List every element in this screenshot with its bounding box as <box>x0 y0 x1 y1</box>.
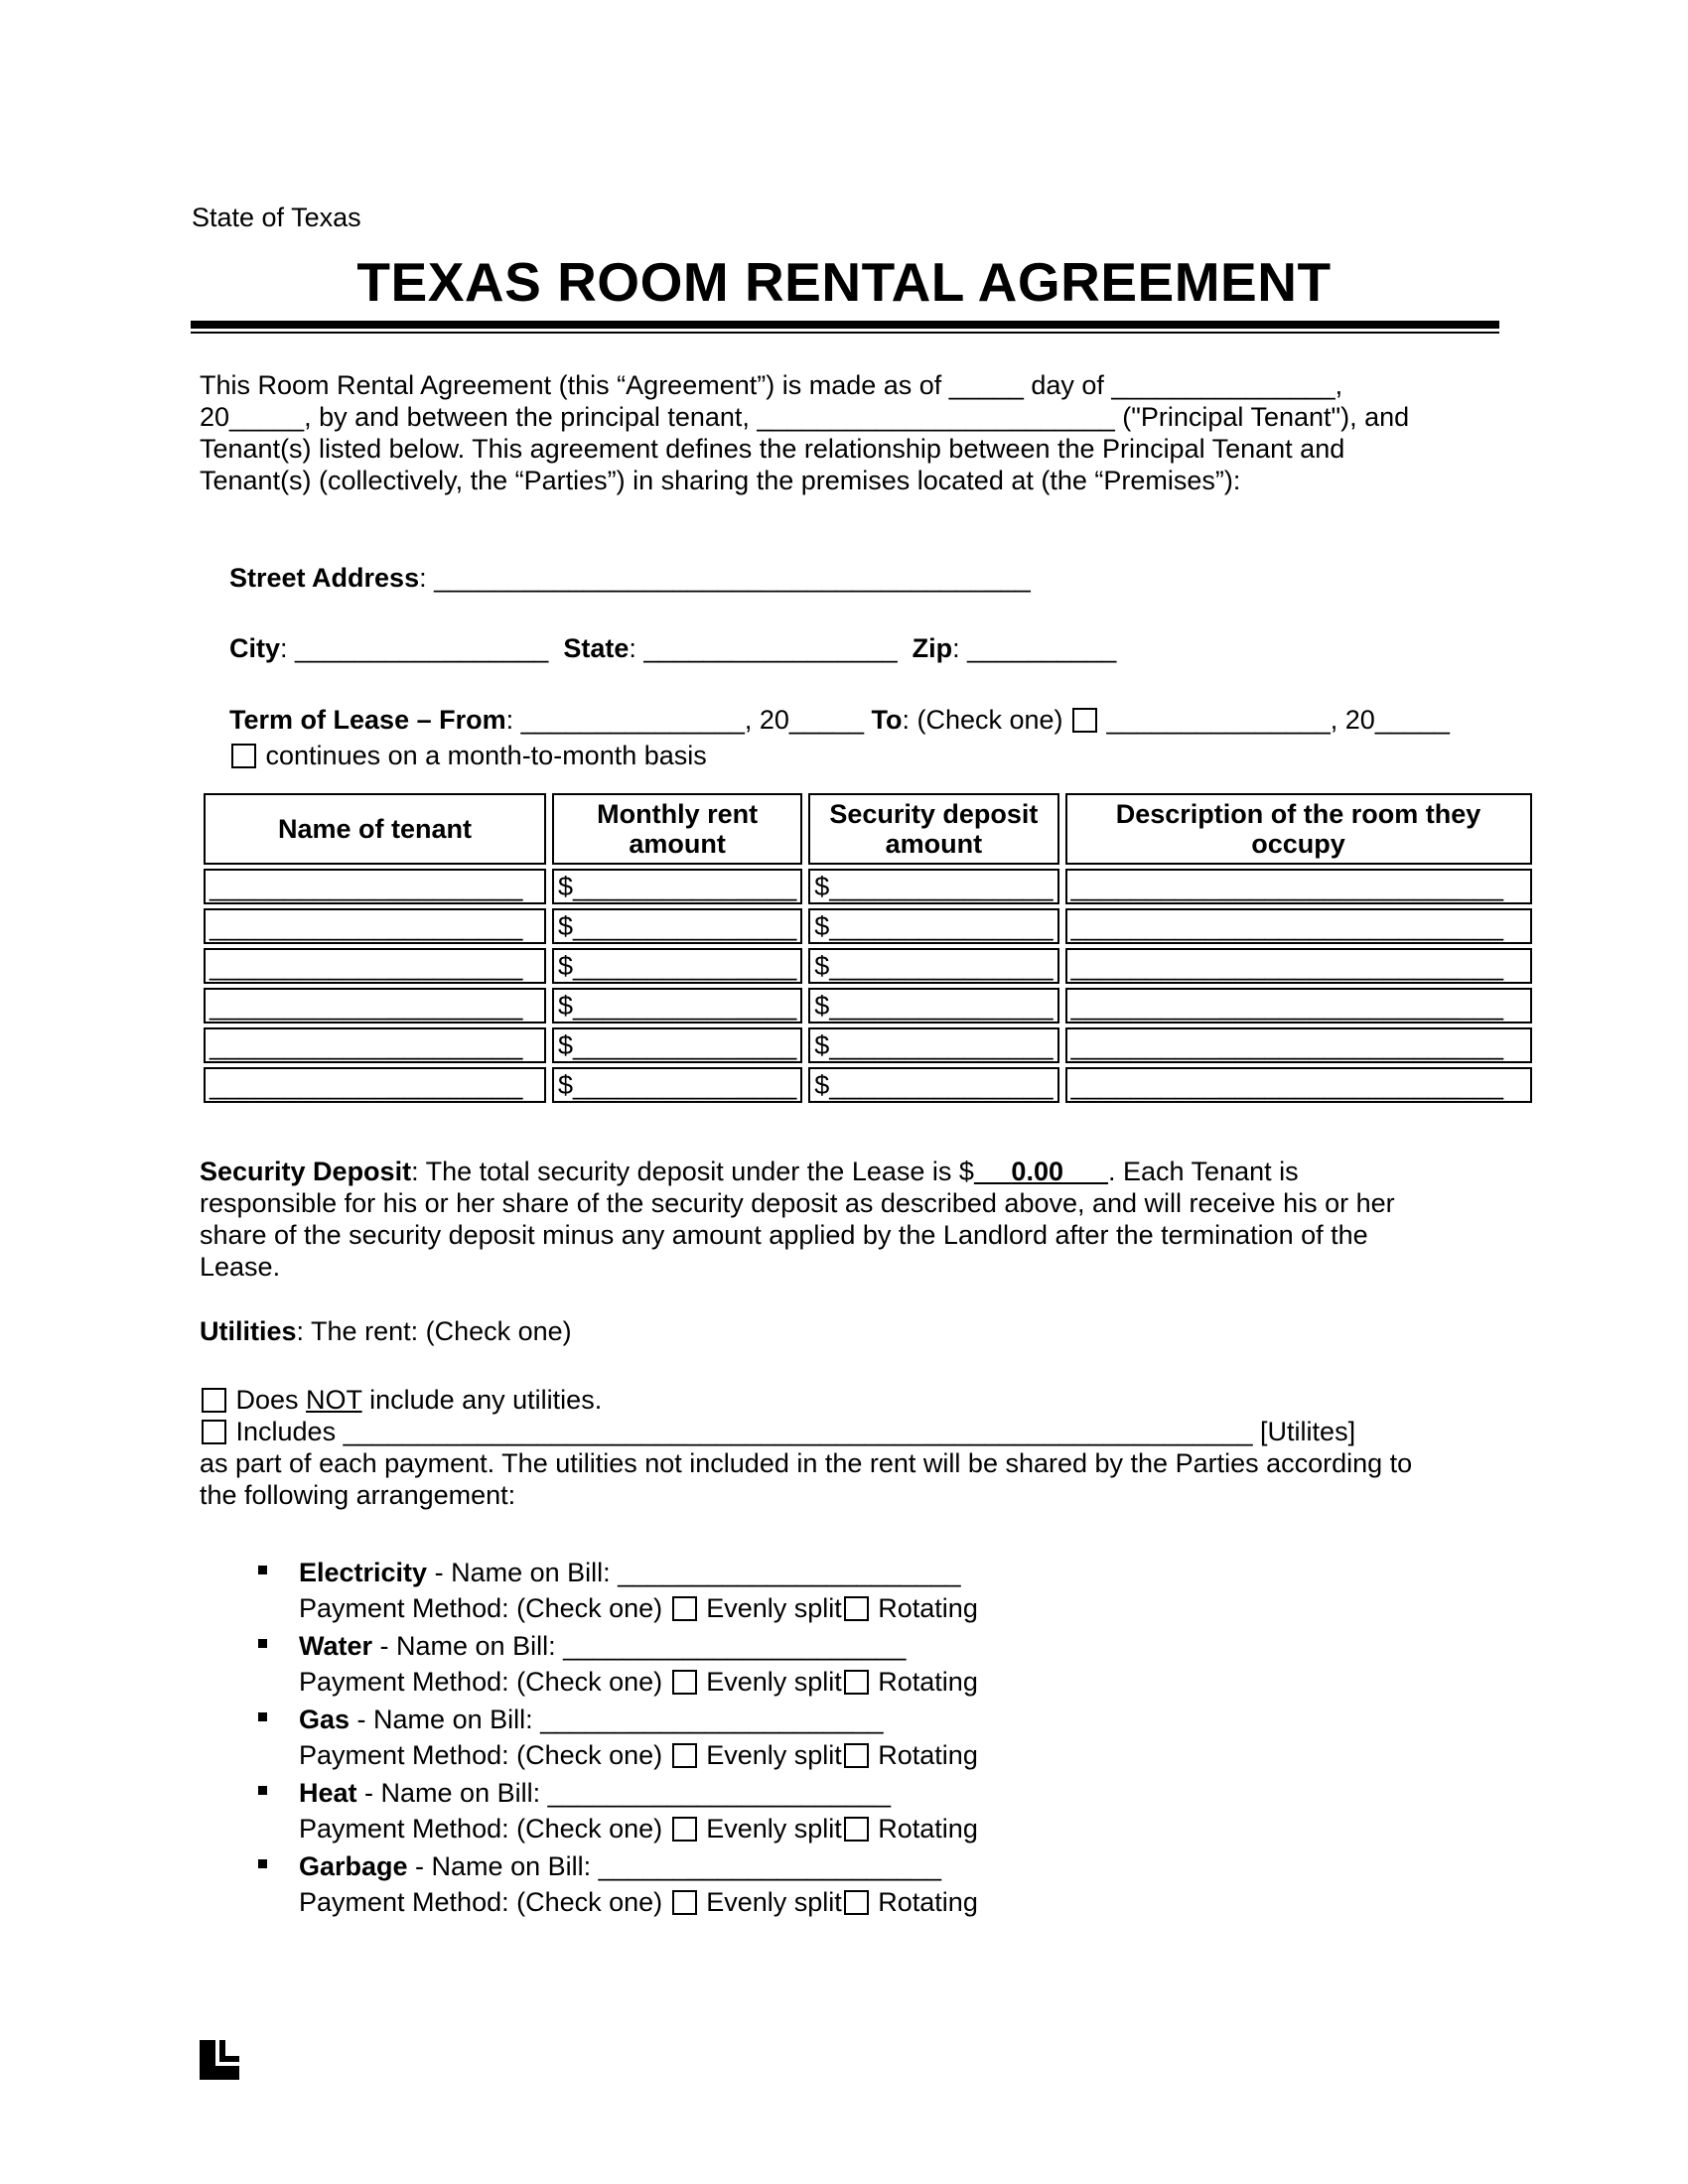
brand-logo-icon <box>200 2040 239 2080</box>
term-to-date-blank[interactable]: _______________, 20_____ <box>1099 705 1450 735</box>
column-header: Name of tenant <box>204 793 546 865</box>
monthly-rent-cell[interactable]: $_______________ <box>552 869 802 904</box>
name-on-bill-blank[interactable]: - Name on Bill: _______________________ <box>350 1705 884 1734</box>
title-rule-thick <box>191 321 1499 329</box>
security-deposit-cell[interactable]: $_______________ <box>808 1027 1058 1063</box>
security-deposit-amount-value: 0.00 <box>1011 1157 1063 1186</box>
tenant-name-cell[interactable]: _____________________ <box>204 908 546 944</box>
column-header: Monthly rent amount <box>552 793 802 865</box>
name-on-bill-blank[interactable]: - Name on Bill: _______________________ <box>372 1631 907 1661</box>
column-header: Description of the room they occupy <box>1065 793 1532 865</box>
table-row <box>204 988 1532 1024</box>
security-deposit-cell[interactable]: $_______________ <box>808 988 1058 1024</box>
security-deposit-amount[interactable] <box>974 1157 1108 1186</box>
intro-line: 20_____, by and between the principal tenant, ________________________ ("Principal Tenant"), and <box>200 402 1410 432</box>
room-description-cell[interactable]: _____________________________ <box>1065 869 1532 904</box>
document-title: TEXAS ROOM RENTAL AGREEMENT <box>356 251 1332 313</box>
utility-bullet-list <box>258 1555 978 1922</box>
monthly-rent-cell[interactable]: $_______________ <box>552 988 802 1024</box>
checkbox-icon[interactable] <box>844 1817 869 1842</box>
utilities-line: the following arrangement: <box>200 1480 516 1510</box>
bullet-square-icon <box>258 1566 267 1574</box>
evenly-split-label: Evenly split <box>698 1740 842 1770</box>
utility-name: Garbage <box>299 1851 408 1881</box>
checkbox-icon[interactable] <box>1072 708 1097 733</box>
payment-method-label: Payment Method: (Check one) <box>299 1814 663 1843</box>
bullet-square-icon <box>258 1859 267 1868</box>
option-not-text: NOT <box>306 1385 362 1415</box>
checkbox-icon[interactable] <box>844 1670 869 1695</box>
tenant-name-cell[interactable]: _____________________ <box>204 869 546 904</box>
name-on-bill-blank[interactable]: - Name on Bill: _______________________ <box>407 1851 941 1881</box>
tenant-name-cell[interactable]: _____________________ <box>204 948 546 984</box>
title-rule-thin <box>191 332 1499 334</box>
list-item <box>258 1775 978 1846</box>
monthly-rent-cell[interactable]: $_______________ <box>552 948 802 984</box>
evenly-split-label: Evenly split <box>698 1593 842 1623</box>
checkbox-icon[interactable] <box>844 1890 869 1915</box>
bullet-square-icon <box>258 1712 267 1721</box>
list-item <box>258 1702 978 1773</box>
utility-name-line <box>258 1775 978 1811</box>
table-row <box>204 869 1532 904</box>
list-item <box>258 1848 978 1920</box>
term-to-label: To <box>871 705 903 735</box>
checkbox-icon[interactable] <box>672 1890 697 1915</box>
tenant-table <box>198 789 1538 1107</box>
state-label: State of Texas <box>192 203 361 232</box>
security-deposit-cell[interactable]: $_______________ <box>808 869 1058 904</box>
street-address-blank[interactable]: : ________________________________________ <box>419 563 1031 593</box>
utilities-heading-line <box>200 1315 1500 1347</box>
security-deposit-text-after: . Each Tenant is <box>1108 1157 1299 1186</box>
security-deposit-cell[interactable]: $_______________ <box>808 908 1058 944</box>
intro-paragraph <box>200 369 1500 496</box>
utilities-option-includes <box>200 1416 1500 1447</box>
payment-method-line <box>258 1811 978 1846</box>
name-on-bill-blank[interactable]: - Name on Bill: _______________________ <box>427 1558 961 1587</box>
rotating-label: Rotating <box>870 1667 978 1697</box>
zip-label: Zip <box>912 633 953 663</box>
payment-method-label: Payment Method: (Check one) <box>299 1740 663 1770</box>
payment-method-label: Payment Method: (Check one) <box>299 1887 663 1917</box>
security-deposit-paragraph <box>200 1156 1500 1283</box>
payment-method-line <box>258 1664 978 1700</box>
street-address-label: Street Address <box>229 563 420 593</box>
tenant-name-cell[interactable]: _____________________ <box>204 988 546 1024</box>
term-from-label: Term of Lease – From <box>229 705 506 735</box>
city-label: City <box>229 633 281 663</box>
checkbox-icon[interactable] <box>672 1596 697 1621</box>
zip-blank[interactable]: : __________ <box>952 633 1117 663</box>
room-description-cell[interactable]: _____________________________ <box>1065 1067 1532 1103</box>
list-item <box>258 1555 978 1626</box>
rotating-label: Rotating <box>870 1593 978 1623</box>
utilities-text: : The rent: (Check one) <box>296 1316 572 1346</box>
utilities-label: Utilities <box>200 1316 297 1346</box>
table-row <box>204 1067 1532 1103</box>
utilities-line: as part of each payment. The utilities not included in the rent will be shared by the Parties according to <box>200 1448 1413 1478</box>
security-deposit-line: responsible for his or her share of the security deposit as described above, and will receive his or her <box>200 1188 1395 1218</box>
evenly-split-label: Evenly split <box>698 1667 842 1697</box>
intro-line: This Room Rental Agreement (this “Agreement”) is made as of _____ day of _______________, <box>200 370 1343 400</box>
payment-method-line <box>258 1884 978 1920</box>
term-to-text: : (Check one) <box>902 705 1071 735</box>
table-row <box>204 948 1532 984</box>
table-row <box>204 1027 1532 1063</box>
security-deposit-line: Lease. <box>200 1252 281 1282</box>
bullet-square-icon <box>258 1639 267 1648</box>
intro-line: Tenant(s) listed below. This agreement defines the relationship between the Principal Tenant and <box>200 434 1345 464</box>
security-deposit-line <box>200 1156 1500 1187</box>
list-item <box>258 1628 978 1700</box>
utility-name: Heat <box>299 1778 357 1808</box>
intro-line: Tenant(s) (collectively, the “Parties”) in sharing the premises located at (the “Premises”): <box>200 466 1241 495</box>
state-blank[interactable]: : _________________ <box>629 633 913 663</box>
security-deposit-text: : The total security deposit under the Lease is $ <box>411 1157 974 1186</box>
utility-name-line <box>258 1702 978 1737</box>
utilities-options <box>200 1384 1500 1511</box>
monthly-rent-cell[interactable]: $_______________ <box>552 1067 802 1103</box>
rotating-label: Rotating <box>870 1740 978 1770</box>
security-deposit-label: Security Deposit <box>200 1157 412 1186</box>
security-deposit-cell[interactable]: $_______________ <box>808 1067 1058 1103</box>
room-description-cell[interactable]: _____________________________ <box>1065 988 1532 1024</box>
utility-name: Water <box>299 1631 373 1661</box>
utilities-heading <box>200 1315 1500 1347</box>
utility-name: Electricity <box>299 1558 428 1587</box>
rotating-label: Rotating <box>870 1814 978 1843</box>
security-deposit-line: share of the security deposit minus any amount applied by the Landlord after the termination of the <box>200 1220 1368 1250</box>
payment-method-label: Payment Method: (Check one) <box>299 1593 663 1623</box>
payment-method-line <box>258 1737 978 1773</box>
bullet-square-icon <box>258 1786 267 1795</box>
room-description-cell[interactable]: _____________________________ <box>1065 948 1532 984</box>
checkbox-icon[interactable] <box>672 1743 697 1768</box>
option-includes-text[interactable]: Includes _____________________________________________________________ [Utilites] <box>228 1417 1356 1446</box>
tenant-name-cell[interactable]: _____________________ <box>204 1027 546 1063</box>
checkbox-icon[interactable] <box>844 1743 869 1768</box>
table-header-row <box>204 793 1532 865</box>
utilities-option-none <box>200 1384 1500 1416</box>
city-blank[interactable]: : _________________ <box>280 633 564 663</box>
checkbox-icon[interactable] <box>231 744 256 768</box>
monthly-rent-cell[interactable]: $_______________ <box>552 1027 802 1063</box>
security-deposit-cell[interactable]: $_______________ <box>808 948 1058 984</box>
checkbox-icon[interactable] <box>844 1596 869 1621</box>
option-text: Does <box>228 1385 307 1415</box>
month-to-month-label: continues on a month-to-month basis <box>258 741 707 770</box>
checkbox-icon[interactable] <box>202 1388 226 1413</box>
evenly-split-label: Evenly split <box>698 1887 842 1917</box>
checkbox-icon[interactable] <box>672 1670 697 1695</box>
utility-name: Gas <box>299 1705 351 1734</box>
option-text: include any utilities. <box>361 1385 603 1415</box>
name-on-bill-blank[interactable]: - Name on Bill: _______________________ <box>356 1778 891 1808</box>
tenant-name-cell[interactable]: _____________________ <box>204 1067 546 1103</box>
column-header: Security deposit amount <box>808 793 1058 865</box>
rotating-label: Rotating <box>870 1887 978 1917</box>
utility-name-line <box>258 1555 978 1590</box>
utility-name-line <box>258 1628 978 1664</box>
table-row <box>204 908 1532 944</box>
room-description-cell[interactable]: _____________________________ <box>1065 1027 1532 1063</box>
checkbox-icon[interactable] <box>672 1817 697 1842</box>
payment-method-label: Payment Method: (Check one) <box>299 1667 663 1697</box>
state-field-label: State <box>563 633 630 663</box>
term-from-blank[interactable]: : _______________, 20_____ <box>505 705 872 735</box>
utility-name-line <box>258 1848 978 1884</box>
room-description-cell[interactable]: _____________________________ <box>1065 908 1532 944</box>
evenly-split-label: Evenly split <box>698 1814 842 1843</box>
payment-method-line <box>258 1590 978 1626</box>
monthly-rent-cell[interactable]: $_______________ <box>552 908 802 944</box>
checkbox-icon[interactable] <box>202 1420 226 1444</box>
